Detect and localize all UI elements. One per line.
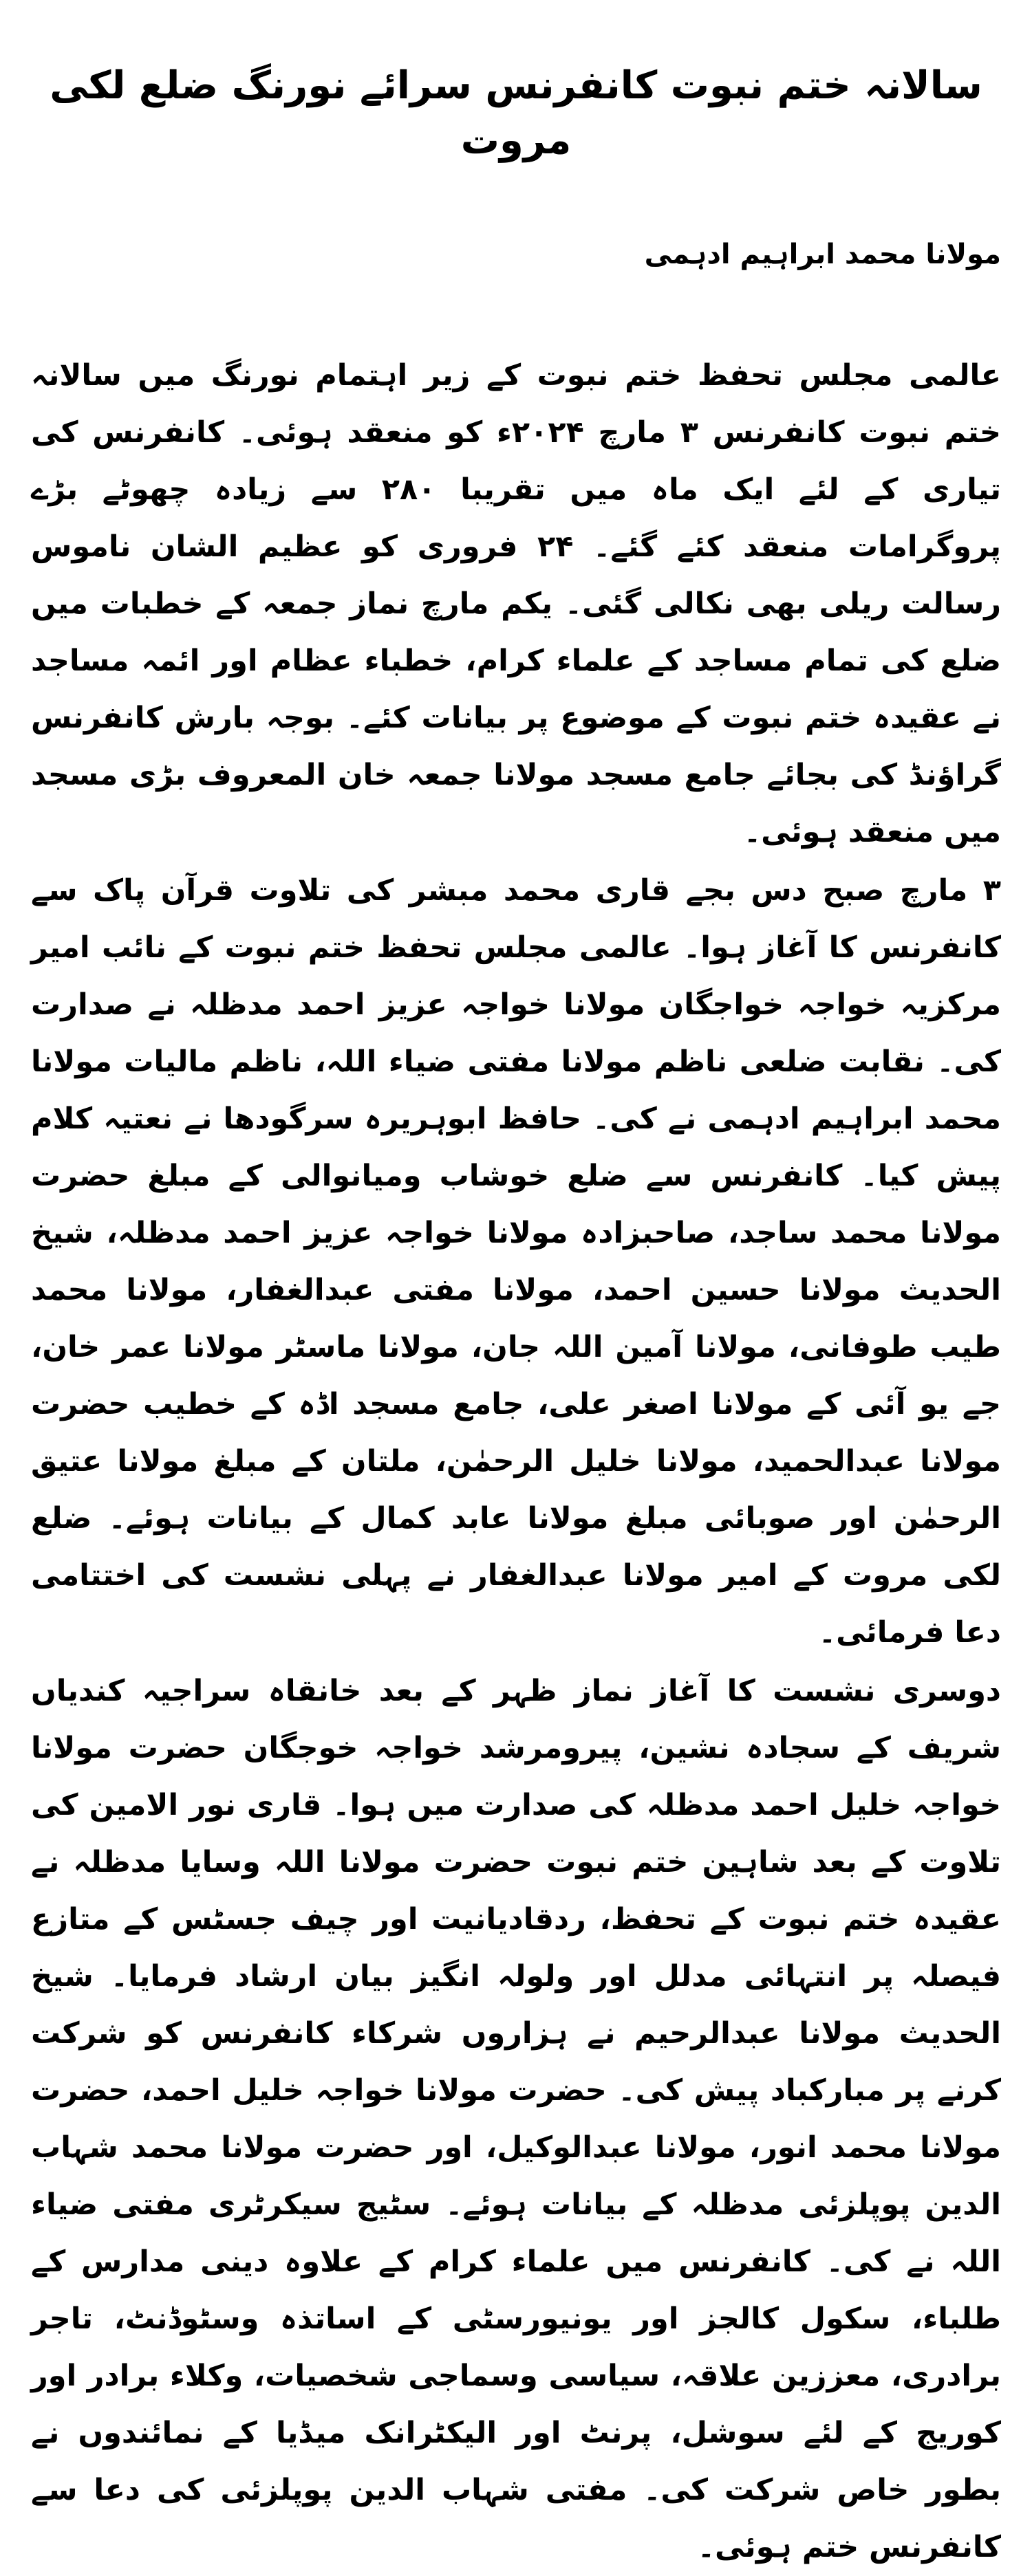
article-author: مولانا محمد ابراہیم ادہمی <box>644 239 1001 270</box>
article-body <box>31 347 1001 2576</box>
article-paragraph-1: عالمی مجلس تحفظ ختم نبوت کے زیر اہتمام نورنگ میں سالانہ ختم نبوت کانفرنس ۳ مارچ ۲۰۲۴ء کو منعقد ہوئی۔ کانفرنس کی تیاری کے لئے ایک ماہ میں تقریبا ۲۸۰ سے زیادہ چھوٹے بڑے پروگرامات منعقد کئے گئے۔ ۲۴ فروری کو عظیم الشان ناموس رسالت ریلی بھی نکالی گئی۔ یکم مارچ نماز جمعہ کے خطبات میں ضلع کی تمام مساجد کے علماء کرام، خطباء عظام اور ائمہ مساجد نے عقیدہ ختم نبوت کے موضوع پر بیانات کئے۔ بوجہ بارش کانفرنس گراؤنڈ کی بجائے جامع مسجد مولانا جمعہ خان المعروف بڑی مسجد میں منعقد ہوئی۔ <box>31 358 1001 849</box>
article-paragraph-2: ۳ مارچ صبح دس بجے قاری محمد مبشر کی تلاوت قرآن پاک سے کانفرنس کا آغاز ہوا۔ عالمی مجلس تحفظ ختم نبوت کے نائب امیر مرکزیہ خواجہ خواجگان مولانا خواجہ عزیز احمد مدظلہ نے صدارت کی۔ نقابت ضلعی ناظم مولانا مفتی ضیاء اللہ، ناظم مالیات مولانا محمد ابراہیم ادہمی نے کی۔ حافظ ابوہریرہ سرگودھا نے نعتیہ کلام پیش کیا۔ کانفرنس سے ضلع خوشاب ومیانوالی کے مبلغ حضرت مولانا محمد ساجد، صاحبزادہ مولانا خواجہ عزیز احمد مدظلہ، شیخ الحدیث مولانا حسین احمد، مولانا مفتی عبدالغفار، مولانا محمد طیب طوفانی، مولانا آمین اللہ جان، مولانا ماسٹر مولانا عمر خان، جے یو آئی کے مولانا اصغر علی، جامع مسجد اڈہ کے خطیب حضرت مولانا عبدالحمید، مولانا خلیل الرحمٰن، ملتان کے مبلغ مولانا عتیق الرحمٰن اور صوبائی مبلغ مولانا عابد کمال کے بیانات ہوئے۔ ضلع لکی مروت کے امیر مولانا عبدالغفار نے پہلی نشست کی اختتامی دعا فرمائی۔ <box>31 873 1001 1650</box>
article-paragraph-3: دوسری نشست کا آغاز نماز ظہر کے بعد خانقاہ سراجیہ کندیاں شریف کے سجادہ نشین، پیرومرشد خواجہ خوجگان حضرت مولانا خواجہ خلیل احمد مدظلہ کی صدارت میں ہوا۔ قاری نور الامین کی تلاوت کے بعد شاہین ختم نبوت حضرت مولانا اللہ وسایا مدظلہ نے عقیدہ ختم نبوت کے تحفظ، ردقادیانیت اور چیف جسٹس کے متازع فیصلہ پر انتہائی مدلل اور ولولہ انگیز بیان ارشاد فرمایا۔ شیخ الحدیث مولانا عبدالرحیم نے ہزاروں شرکاء کانفرنس کو شرکت کرنے پر مبارکباد پیش کی۔ حضرت مولانا خواجہ خلیل احمد، حضرت مولانا محمد انور، مولانا عبدالوکیل، اور حضرت مولانا محمد شہاب الدین پوپلزئی مدظلہ کے بیانات ہوئے۔ سٹیج سیکرٹری مفتی ضیاء اللہ نے کی۔ کانفرنس میں علماء کرام کے علاوہ دینی مدارس کے طلباء، سکول کالجز اور یونیورسٹی کے اساتذہ وسٹوڈنٹ، تاجر برادری، معززین علاقہ، سیاسی وسماجی شخصیات، وکلاء برادر اور کوریج کے لئے سوشل، پرنٹ اور الیکٹرانک میڈیا کے نمائندوں نے بطور خاص شرکت کی۔ مفتی شہاب الدین پوپلزئی کی دعا سے کانفرنس ختم ہوئی۔ <box>31 1674 1001 2564</box>
article-title: سالانہ ختم نبوت کانفرنس سرائے نورنگ ضلع لکی مروت <box>50 63 982 163</box>
